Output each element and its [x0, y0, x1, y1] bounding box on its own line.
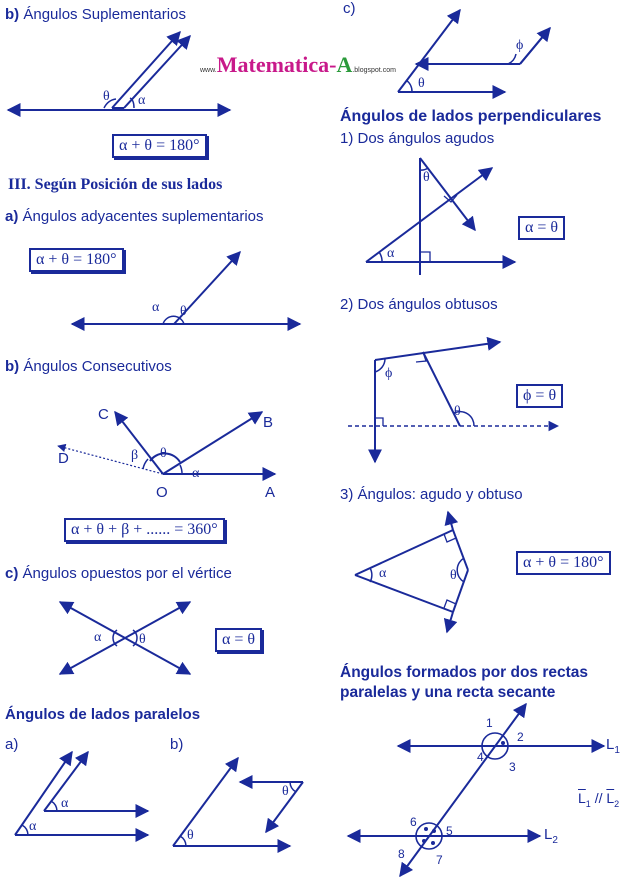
logo-suffix: .blogspot.com: [352, 67, 396, 74]
par-b-arc-2: [290, 782, 296, 792]
logo-dash: -: [329, 52, 337, 77]
consec-beta-arc: [143, 459, 148, 469]
obtusos-right-angle-1: [375, 418, 383, 426]
heading-text: Ángulos opuestos por el vértice: [22, 565, 232, 582]
par-symbol: //: [594, 790, 603, 806]
ao-alpha-label: α: [379, 566, 387, 581]
obtusos-phi-arc: [375, 359, 385, 372]
par-a-arc-2: [51, 801, 57, 811]
consec-formula-box: α + θ + β + ...... = 360°: [64, 518, 225, 542]
heading-perpendiculares: Ángulos de lados perpendiculares: [340, 108, 602, 125]
ao-alpha-arc: [370, 568, 372, 582]
angle-num-8: 8: [398, 847, 405, 861]
par-L1-sub: 1: [585, 798, 591, 809]
ao-theta-arc: [457, 558, 464, 582]
par-b-label: b): [170, 736, 184, 753]
section-iii-heading: III. Según Posición de sus lados: [8, 176, 223, 193]
supl-alpha-label: α: [138, 93, 146, 108]
label-L2: [544, 826, 558, 846]
opuestos-alpha-label: α: [94, 630, 102, 645]
par-b-theta-1: θ: [187, 828, 194, 843]
heading-rectas-1: Ángulos formados por dos rectas: [340, 664, 589, 681]
heading-agudo-obtuso: 3) Ángulos: agudo y obtuso: [340, 486, 523, 503]
point-D: D: [58, 450, 69, 467]
agudos-theta-label: θ: [423, 170, 430, 185]
c-label: c): [343, 0, 356, 17]
ao-lower: [355, 575, 453, 612]
c-arc-2: [508, 54, 516, 64]
ao-formula-box: α + θ = 180°: [516, 551, 611, 575]
dot-2: [501, 741, 505, 745]
logo-name: Matematica: [216, 52, 330, 77]
consec-alpha-arc: [180, 465, 182, 474]
angle-num-6: 6: [410, 815, 417, 829]
point-A: A: [265, 484, 276, 501]
par-b-theta-2: θ: [282, 784, 289, 799]
ao-ext-2: [447, 612, 453, 632]
ady-theta-label: θ: [180, 304, 187, 319]
consec-alpha-label: α: [192, 466, 200, 481]
par-L1: $\overline{L}$: [578, 790, 586, 806]
heading-paralelos: Ángulos de lados paralelos: [5, 706, 201, 723]
logo-prefix: www.: [200, 67, 217, 74]
opuestos-formula-box: α = θ: [215, 628, 262, 652]
point-B: B: [263, 414, 274, 431]
heading-letter: b): [5, 358, 20, 375]
dot-8: [422, 839, 426, 843]
L1-sub: 1: [614, 745, 620, 756]
obtusos-theta-label: θ: [454, 404, 461, 419]
logo-letter: A: [336, 52, 353, 77]
heading-agudos: 1) Dos ángulos agudos: [340, 130, 495, 147]
heading-adyacentes: [5, 208, 264, 225]
par-L2: $\overline{L}$: [606, 790, 615, 806]
c-ray-1: [398, 10, 460, 92]
par-a-alpha-1: α: [29, 819, 37, 834]
consec-OC: [115, 412, 163, 474]
heading-rectas-2: paralelas y una recta secante: [340, 684, 556, 701]
agudos-alpha-arc: [379, 252, 382, 262]
obtusos-formula-box: ϕ = θ: [516, 384, 563, 408]
heading-obtusos: 2) Dos ángulos obtusos: [340, 296, 498, 313]
par-a-alpha-2: α: [61, 796, 69, 811]
heading-letter: c): [5, 565, 19, 582]
heading-consecutivos: [5, 358, 172, 375]
opuestos-theta-label: θ: [139, 632, 146, 647]
consec-beta-label: β: [131, 448, 139, 463]
c-phi-label: ϕ: [516, 38, 524, 53]
L2-sub: 2: [552, 835, 558, 846]
angle-num-7: 7: [436, 853, 443, 867]
heading-text: Ángulos adyacentes suplementarios: [22, 208, 264, 225]
par-a-ray-1: [15, 752, 72, 835]
supl-theta-label: θ: [103, 89, 110, 104]
parallel-notation: [578, 790, 619, 809]
par-a-arc-1: [22, 825, 28, 835]
agudos-formula-box: α = θ: [518, 216, 565, 240]
heading-text: Ángulos Consecutivos: [23, 358, 172, 375]
agudos-right-angle-1: [420, 252, 430, 262]
ady-alpha-label: α: [152, 300, 160, 315]
ao-ext-1: [448, 512, 453, 530]
L1-letter: L: [606, 736, 615, 753]
angle-num-3: 3: [509, 760, 516, 774]
supl-ray-1: [112, 32, 180, 108]
heading-opuestos: [5, 565, 232, 582]
angle-num-2: 2: [517, 730, 524, 744]
consec-OB: [163, 412, 262, 474]
ao-right-upper: [453, 530, 468, 570]
point-C: C: [98, 406, 109, 423]
consec-theta-label: θ: [160, 446, 167, 461]
ao-theta-label: θ: [450, 568, 457, 583]
par-L2-sub: 2: [614, 798, 620, 809]
angle-num-4: 4: [477, 750, 484, 764]
par-b-arc-1: [180, 836, 186, 846]
heading-letter: b): [5, 6, 20, 23]
secant-line: [400, 704, 526, 876]
supl-ray-2: [124, 36, 190, 108]
L2-letter: L: [544, 826, 553, 843]
obtusos-phi-label: ϕ: [385, 366, 393, 381]
dot-7: [431, 841, 435, 845]
par-b-ray: [173, 758, 238, 846]
heading-text: Ángulos Suplementarios: [23, 6, 186, 23]
agudos-alpha-label: α: [387, 246, 395, 261]
obtusos-top: [375, 342, 500, 360]
angle-num-1: 1: [486, 716, 493, 730]
agudos-perp: [420, 158, 475, 230]
dot-6: [424, 827, 428, 831]
c-theta-label: θ: [418, 76, 425, 91]
label-L1: [606, 736, 620, 756]
heading-letter: a): [5, 208, 19, 225]
par-a-label: a): [5, 736, 19, 753]
point-O: O: [156, 484, 168, 501]
c-ray-2: [520, 28, 550, 64]
ady-formula-box: α + θ = 180°: [29, 248, 124, 272]
dot-5: [432, 829, 436, 833]
supl-formula-box: α + θ = 180°: [112, 134, 207, 158]
angle-num-5: 5: [446, 824, 453, 838]
